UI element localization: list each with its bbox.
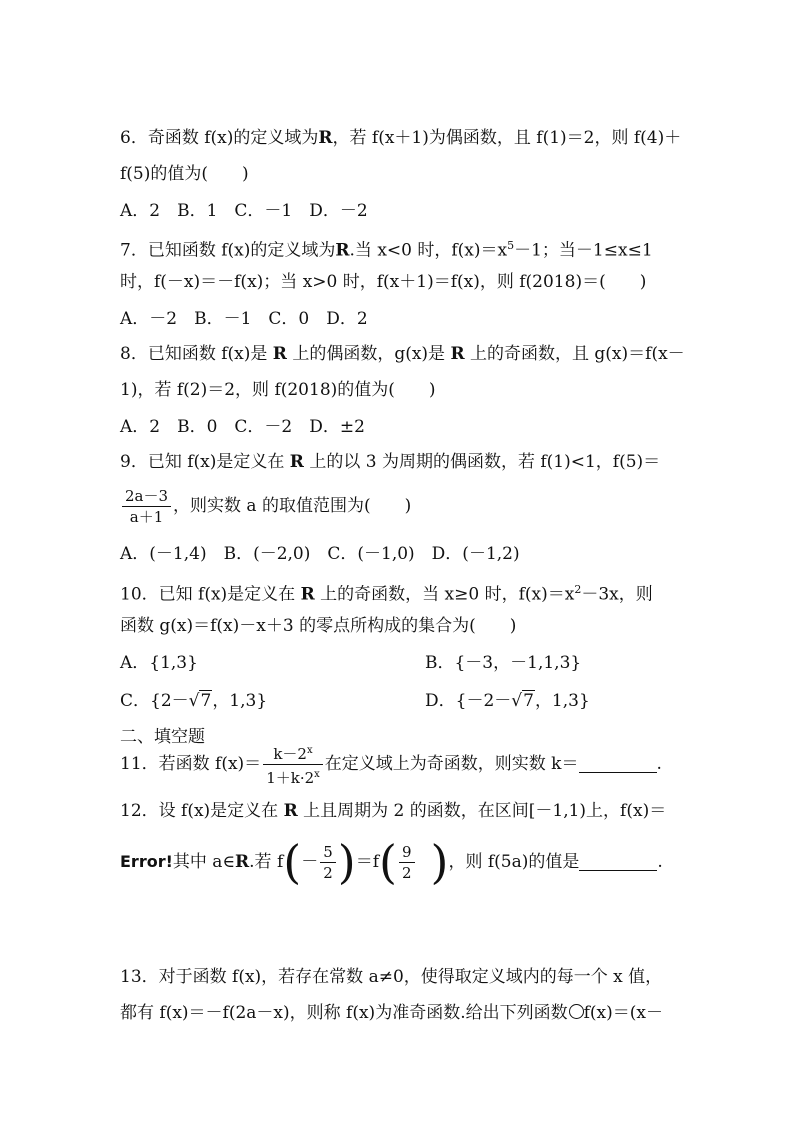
- q8-text-b: 上的偶函数，g(x)是: [286, 344, 451, 364]
- minus-sign: －: [301, 852, 319, 872]
- fraction-numerator: 2a－3: [122, 486, 171, 507]
- q11-text-b: 在定义域上为奇函数，则实数 k＝: [324, 754, 579, 774]
- real-set-symbol: R: [300, 584, 315, 605]
- left-paren: (: [379, 835, 397, 889]
- q10-option-a: A．{1,3}: [120, 653, 198, 673]
- q11-fraction: [263, 741, 323, 788]
- real-set-symbol: R: [289, 452, 304, 472]
- q9-fraction: [122, 486, 171, 527]
- q11-text-a: 11．若函数 f(x)＝: [120, 754, 262, 774]
- denominator-exponent: x: [314, 768, 320, 780]
- q6-options: A．2 B．1 C．－1 D．－2: [120, 201, 368, 221]
- q7-line2: 时，f(－x)＝－f(x)；当 x>0 时，f(x＋1)＝f(x)，则 f(2018)＝( ): [120, 272, 647, 292]
- left-paren: (: [283, 835, 302, 889]
- q7-text-b: .当 x<0 时，f(x)＝x: [349, 240, 508, 261]
- q10-option-d: [425, 690, 590, 712]
- q7-line1: [120, 235, 653, 262]
- q8-line1: [120, 343, 685, 365]
- real-set-symbol: R: [235, 852, 250, 872]
- q6-text-a: 6．奇函数 f(x)的定义域为: [120, 128, 319, 148]
- q6-text-b: ，若 f(x＋1)为偶函数，且 f(1)＝2，则 f(4)＋: [332, 128, 682, 148]
- q8-line2: 1)，若 f(2)＝2，则 f(2018)的值为( ): [120, 380, 436, 400]
- section-heading: 二、填空题: [120, 727, 205, 747]
- error-marker: Error!: [120, 852, 173, 871]
- numerator-text: k－2: [273, 744, 307, 763]
- q11-line: [120, 740, 662, 788]
- sqrt-radicand: 7: [523, 691, 534, 711]
- q10-text-a: 10．已知 f(x)是定义在: [120, 584, 301, 605]
- q8-text-c: 上的奇函数，且 g(x)＝f(x－: [464, 344, 685, 364]
- q10-option-c: [120, 690, 267, 712]
- answer-blank[interactable]: [579, 756, 657, 773]
- fraction-numerator: [263, 741, 323, 765]
- q9-line1: [120, 451, 660, 473]
- q7-options: A．－2 B．－1 C．0 D．2: [120, 309, 368, 329]
- option-c-tail: ，1,3}: [212, 691, 268, 711]
- q10-line2: 函数 g(x)＝f(x)－x＋3 的零点所构成的集合为( ): [120, 616, 517, 636]
- q9-options: A．(－1,4) B．(－2,0) C．(－1,0) D．(－1,2): [120, 544, 520, 564]
- fraction-numerator: 9: [399, 842, 415, 863]
- fraction-denominator: a＋1: [129, 508, 164, 526]
- q11-period: .: [656, 754, 662, 774]
- q13-text-a: 都有 f(x)＝－f(2a－x)，则称 f(x)为准奇函数.给出下列函数: [120, 1003, 568, 1023]
- q12-text-a: 12．设 f(x)是定义在: [120, 801, 284, 821]
- sqrt-radicand: 7: [200, 691, 212, 711]
- q8-options: A．2 B．0 C．－2 D．±2: [120, 417, 365, 437]
- q12-equals: ＝f: [355, 852, 380, 872]
- real-set-symbol: R: [335, 240, 350, 261]
- q12-line2: [120, 832, 663, 892]
- option-c-text: C．{2－: [120, 691, 189, 711]
- q12-period: .: [657, 852, 663, 872]
- real-set-symbol: R: [450, 344, 465, 364]
- q12-text-e: ，则 f(5a)的值是: [448, 852, 580, 872]
- real-set-symbol: R: [272, 344, 287, 364]
- q13-text-b: f(x)＝(x－: [583, 1003, 663, 1023]
- q10-option-b: B．{－3，－1,1,3}: [425, 653, 582, 673]
- q9-text-c: ，则实数 a 的取值范围为( ): [173, 496, 412, 516]
- q13-line1: 13．对于函数 f(x)，若存在常数 a≠0，使得取定义域内的每一个 x 值，: [120, 967, 663, 987]
- denominator-text: 1＋k·2: [266, 768, 315, 787]
- real-set-symbol: R: [283, 801, 298, 821]
- q13-line2: [120, 1002, 663, 1024]
- q9-text-a: 9．已知 f(x)是定义在: [120, 452, 290, 472]
- sqrt-sign: √: [188, 691, 200, 711]
- q10-text-b: 上的奇函数，当 x≥0 时，f(x)＝x: [314, 584, 575, 605]
- real-set-symbol: R: [318, 128, 333, 148]
- fraction-denominator: 2: [401, 863, 412, 882]
- q12-text-c: 其中 a∈: [172, 852, 236, 872]
- q9-line2: [120, 486, 411, 527]
- fraction-denominator: [263, 765, 323, 788]
- q7-text-a: 7．已知函数 f(x)的定义域为: [120, 240, 336, 261]
- q12-text-b: 上且周期为 2 的函数，在区间[－1,1)上，f(x)＝: [297, 801, 667, 821]
- sqrt-sign: √: [511, 691, 523, 711]
- q6-line2: f(5)的值为( ): [120, 164, 249, 184]
- q12-fraction-2: [399, 842, 415, 883]
- answer-blank[interactable]: [579, 854, 657, 871]
- option-d-text: D．{－2－: [425, 691, 512, 711]
- right-paren: ): [430, 835, 449, 889]
- q10-text-c: －3x，则: [581, 584, 653, 605]
- circled-number-icon: [569, 1004, 584, 1019]
- q6-line1: [120, 127, 681, 149]
- q12-line1: [120, 800, 666, 822]
- q8-text-a: 8．已知函数 f(x)是: [120, 344, 273, 364]
- q12-fraction-1: [320, 842, 336, 883]
- numerator-exponent: x: [306, 744, 313, 756]
- q7-exponent: 5: [507, 239, 515, 252]
- q7-text-c: －1；当－1≤x≤1: [514, 240, 653, 261]
- option-d-tail: ，1,3}: [534, 691, 590, 711]
- right-paren: ): [337, 835, 356, 889]
- fraction-numerator: 5: [320, 842, 336, 863]
- q10-exponent: 2: [574, 583, 582, 596]
- q10-line1: [120, 579, 653, 606]
- q9-text-b: 上的以 3 为周期的偶函数，若 f(1)<1，f(5)＝: [303, 452, 661, 472]
- fraction-denominator: 2: [323, 863, 333, 882]
- q12-text-d: .若 f: [249, 852, 284, 872]
